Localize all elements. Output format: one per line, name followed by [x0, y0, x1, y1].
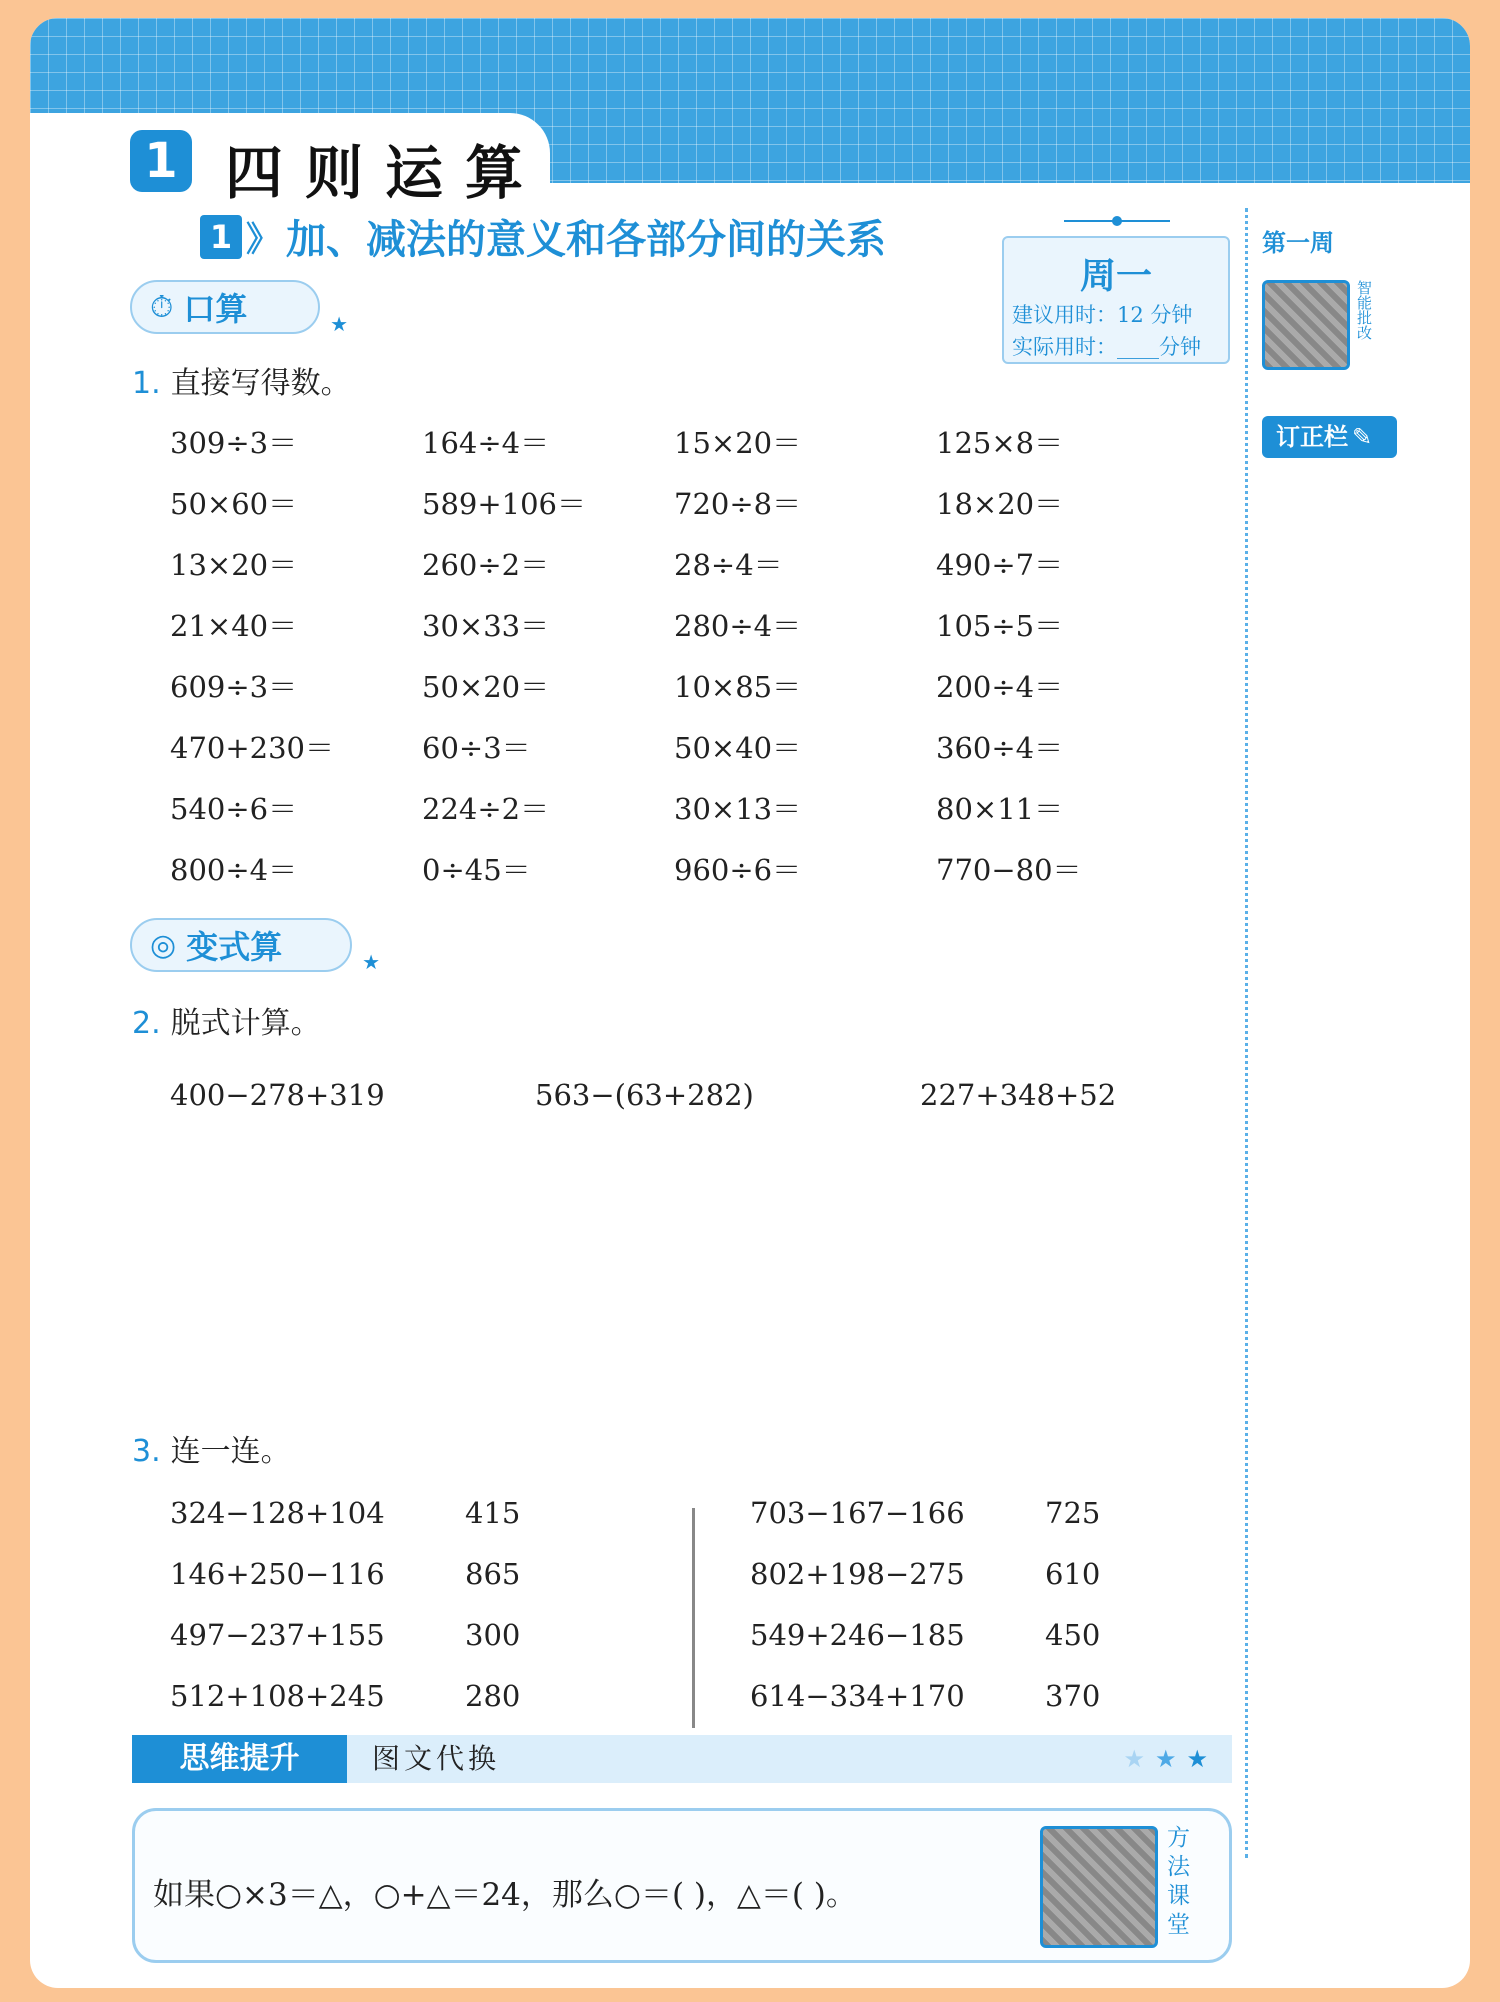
calc-item: 309÷3＝ [170, 426, 298, 460]
question-number: 2. [132, 1006, 161, 1041]
calc-item: 30×13＝ [674, 792, 802, 826]
calc-item: 470+230＝ [170, 731, 335, 765]
calc-item: 80×11＝ [936, 792, 1064, 826]
thinking-question: 如果○×3＝△，○+△＝24，那么○＝( )，△＝( )。 [153, 1877, 857, 1913]
question-3 [132, 1426, 291, 1470]
sidebar-divider [1245, 208, 1248, 1858]
chapter-number: 1 [130, 130, 192, 192]
calc-item: 10×85＝ [674, 670, 802, 704]
match-value[interactable]: 415 [465, 1496, 521, 1530]
correction-tag [1262, 416, 1397, 458]
method-label: 方法课堂 [1163, 1825, 1189, 1941]
question-2 [132, 998, 321, 1042]
calc-item: 960÷6＝ [674, 853, 802, 887]
star-icon: ★ [1123, 1745, 1155, 1773]
match-expression[interactable]: 146+250−116 [170, 1557, 385, 1591]
match-value[interactable]: 300 [465, 1618, 521, 1652]
qr-code-icon[interactable] [1262, 280, 1350, 370]
pin-icon [1112, 216, 1122, 226]
calc-item: 490÷7＝ [936, 548, 1064, 582]
calc-item: 609÷3＝ [170, 670, 298, 704]
calc-item: 28÷4＝ [674, 548, 783, 582]
calc-item: 540÷6＝ [170, 792, 298, 826]
question-prompt: 连一连。 [170, 1434, 291, 1469]
calc-item: 280÷4＝ [674, 609, 802, 643]
match-value[interactable]: 280 [465, 1679, 521, 1713]
section-number: 1 [200, 215, 242, 259]
calc-item: 260÷2＝ [422, 548, 550, 582]
calc-item: 50×60＝ [170, 487, 298, 521]
section-title: 加、减法的意义和各部分间的关系 [286, 217, 886, 263]
qr-label: 智能批改 [1355, 280, 1373, 340]
match-expression[interactable]: 703−167−166 [750, 1496, 965, 1530]
calc-item: 0÷45＝ [422, 853, 531, 887]
sidebar-week-label: 第一周 [1262, 229, 1334, 257]
section-arrow-icon: 》 [246, 220, 280, 260]
match-expression[interactable]: 614−334+170 [750, 1679, 965, 1713]
pencil-icon: ✎ [1352, 423, 1373, 451]
calc-item: 125×8＝ [936, 426, 1064, 460]
calc-item: 18×20＝ [936, 487, 1064, 521]
correction-label: 订正栏 [1276, 423, 1348, 451]
calc-item: 720÷8＝ [674, 487, 802, 521]
step-calc-row [170, 1078, 1170, 1112]
match-expression[interactable]: 802+198−275 [750, 1557, 965, 1591]
thinking-subtitle: 图文代换 [372, 1742, 501, 1775]
oral-calc-label: 口算 [183, 290, 248, 328]
calc-item: 60÷3＝ [422, 731, 531, 765]
difficulty-stars [1123, 1735, 1218, 1783]
calc-item: 30×33＝ [422, 609, 550, 643]
question-1 [132, 358, 351, 402]
calc-item: 15×20＝ [674, 426, 802, 460]
match-expression[interactable]: 549+246−185 [750, 1618, 965, 1652]
question-number: 1. [132, 366, 161, 401]
match-divider [692, 1508, 695, 1728]
question-prompt: 直接写得数。 [170, 366, 351, 401]
question-number: 3. [132, 1434, 161, 1469]
match-expression[interactable]: 324−128+104 [170, 1496, 385, 1530]
thinking-box [132, 1808, 1232, 1963]
calc-item: 50×40＝ [674, 731, 802, 765]
match-value[interactable]: 610 [1045, 1557, 1101, 1591]
calc-item: 589+106＝ [422, 487, 587, 521]
calc-item: 800÷4＝ [170, 853, 298, 887]
star-icon: ★ [1186, 1745, 1218, 1773]
thinking-bar [132, 1735, 1232, 1783]
stars-icon: ★ [362, 950, 380, 974]
variant-calc-label: 变式算 [186, 928, 283, 966]
section-heading [200, 208, 886, 265]
week-card [1002, 236, 1230, 364]
calc-item: 770−80＝ [936, 853, 1082, 887]
calc-item: 21×40＝ [170, 609, 298, 643]
oral-calc-grid [170, 421, 1136, 909]
stopwatch-icon: ⏱ [150, 289, 174, 325]
stars-icon: ★ [330, 312, 348, 336]
target-icon: ◎ [150, 927, 177, 963]
suggested-time: 建议用时：12 分钟 [1012, 303, 1193, 327]
match-value[interactable]: 865 [465, 1557, 521, 1591]
calc-item: 360÷4＝ [936, 731, 1064, 765]
match-value[interactable]: 725 [1045, 1496, 1101, 1530]
question-prompt: 脱式计算。 [170, 1006, 321, 1041]
calc-item: 164÷4＝ [422, 426, 550, 460]
star-icon: ★ [1154, 1745, 1187, 1773]
actual-time: 实际用时：____分钟 [1012, 335, 1201, 359]
match-left-group [170, 1496, 585, 1740]
workbook-page [30, 18, 1470, 1988]
oral-calc-pill [130, 280, 348, 336]
variant-calc-pill [130, 918, 380, 974]
match-value[interactable]: 370 [1045, 1679, 1101, 1713]
chapter-title: 四则运算 [225, 139, 546, 207]
match-right-group [750, 1496, 1165, 1740]
week-day: 周一 [1079, 256, 1152, 297]
step-calc-item: 227+348+52 [920, 1078, 1117, 1112]
calc-item: 50×20＝ [422, 670, 550, 704]
match-expression[interactable]: 512+108+245 [170, 1679, 385, 1713]
match-value[interactable]: 450 [1045, 1618, 1101, 1652]
calc-item: 200÷4＝ [936, 670, 1064, 704]
step-calc-item: 400−278+319 [170, 1078, 385, 1112]
qr-code-icon[interactable] [1040, 1826, 1158, 1948]
thinking-tag: 思维提升 [132, 1735, 347, 1783]
match-expression[interactable]: 497−237+155 [170, 1618, 385, 1652]
calc-item: 224÷2＝ [422, 792, 550, 826]
calc-item: 13×20＝ [170, 548, 298, 582]
calc-item: 105÷5＝ [936, 609, 1064, 643]
step-calc-item: 563−(63+282) [535, 1078, 754, 1112]
